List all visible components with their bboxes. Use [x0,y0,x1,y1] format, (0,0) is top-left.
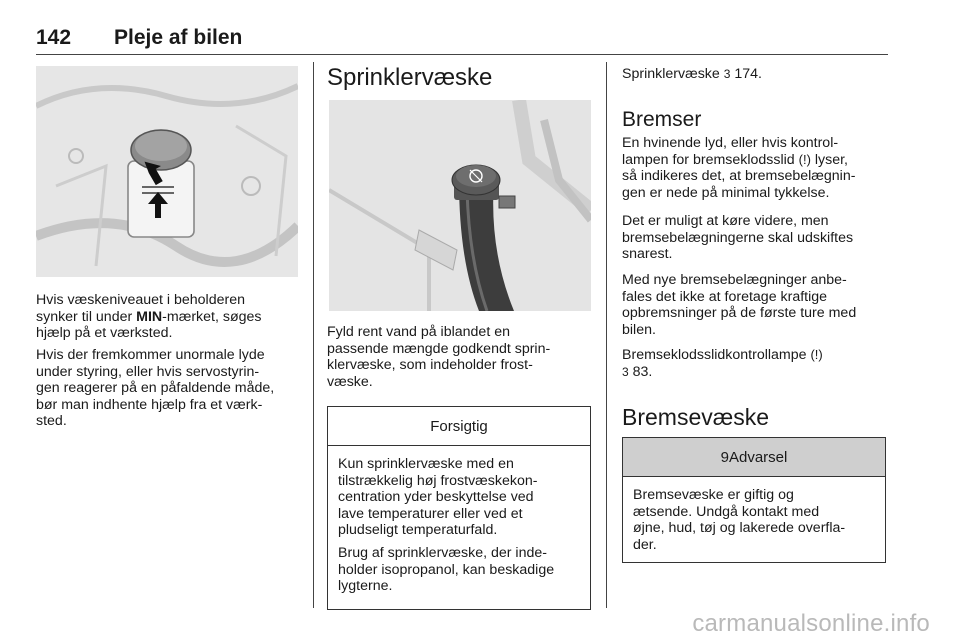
caution-paragraph-1: Kun sprinklervæske med en tilstrækkelig høj frostvæskekon- centration yder beskyttelse ved lave temperaturer eller ved et pludseligt temperaturfald. [338,456,538,539]
page-header [36,26,888,56]
sprinkler-page-reference[interactable]: Sprinklervæske 3 174. [622,66,762,82]
warning-box-title: 9 Advarsel [623,438,885,477]
warning-box-body [623,477,885,553]
washer-fluid-reservoir-figure [329,100,591,311]
section-heading-sprinklervaeske: Sprinklervæske [327,64,493,91]
header-rule [36,54,888,55]
page-number: 142 [36,26,72,49]
caution-paragraph-2: Brug af sprinklervæske, der inde- holder isopropanol, kan beskadige lygterne. [338,544,555,595]
wear-lamp-reference[interactable]: Bremseklodsslidkontrollampe (!) 3 83. [622,347,823,380]
brake-wear-paragraph: En hvinende lyd, eller hvis kontrol- lampen for bremseklodsslid (!) lyser, så indikeres det, at bremsebelægnin- gen er nede på minimal tykkelse. [622,135,856,201]
caution-box [327,406,591,610]
section-heading-bremser: Bremser [622,108,702,131]
washer-fill-paragraph: Fyld rent vand på iblandet en passende mængde godkendt sprin- klervæske, som indeholder frost- væske. [327,324,551,390]
warning-paragraph: Bremsevæske er giftig og ætsende. Undgå kontakt med øjne, hud, tøj og lakerede overfla- der. [633,487,846,553]
min-mark-label: MIN [136,308,163,325]
reservoir-level-paragraph: Hvis væskeniveauet i beholderen synker til under MIN-mærket, søges hjælp på et værksted. [36,292,262,342]
continue-driving-paragraph: Det er muligt at køre videre, men bremsebelægningerne skal udskiftes snarest. [622,213,854,263]
power-steering-reservoir-figure [36,66,298,277]
chapter-title: Pleje af bilen [114,26,243,49]
section-heading-bremsevaeske: Bremsevæske [622,404,769,430]
page-reference-arrow-icon-2: 3 [622,364,629,379]
brake-wear-lamp-icon: (!) [798,151,811,167]
brake-wear-lamp-icon-2: (!) [810,347,823,362]
warning-box [622,437,886,563]
page-reference-arrow-icon: 3 [723,67,731,81]
warning-triangle-icon: 9 [720,448,729,466]
column-divider-2 [606,62,607,608]
column-divider-1 [313,62,314,608]
new-pads-paragraph: Med nye bremsebelægninger anbe- fales det ikke at foretage kraftige opbremsninger på de første ture med bilen. [622,272,857,338]
caution-box-body [328,446,590,595]
steering-noise-paragraph: Hvis der fremkommer unormale lyde under styring, eller hvis servostyrin- gen reagerer på en påfaldende måde, bør man indhente hjælp fra et værk- sted. [36,347,275,430]
watermark: carmanualsonline.info [692,610,930,637]
caution-box-title: Forsigtig [328,407,590,446]
